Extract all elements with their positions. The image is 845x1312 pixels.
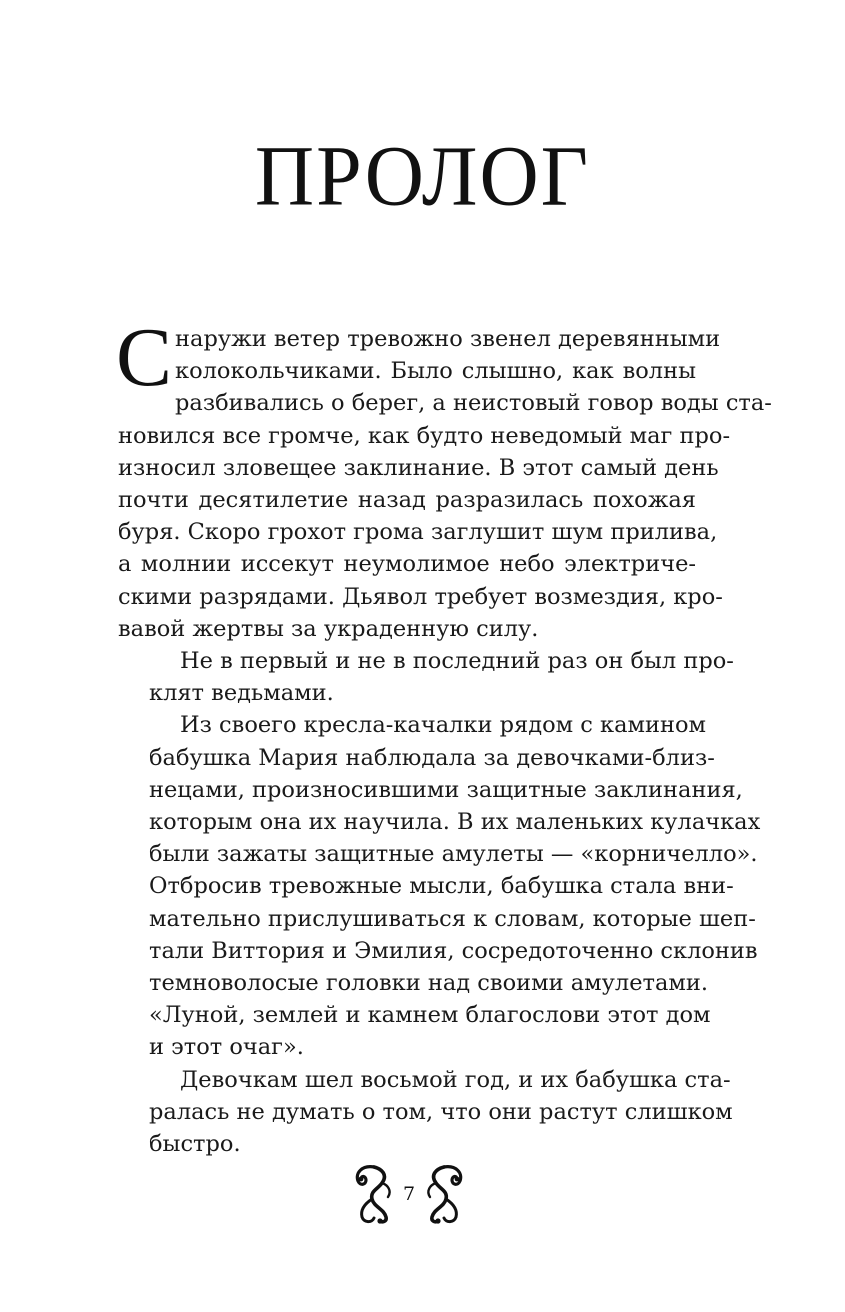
text-line: буря. Скоро грохот грома заглушит шум прилива, xyxy=(118,519,718,546)
text-line: почти десятилетие назад разразилась похожая xyxy=(118,487,696,514)
body-text xyxy=(116,311,772,1160)
text-line: наружи ветер тревожно звенел деревянными xyxy=(175,326,721,352)
page-number: 7 xyxy=(402,1183,416,1205)
text-line: клят ведьмами. xyxy=(149,680,334,707)
text-line: скими разрядами. Дьявол требует возмездия, кро- xyxy=(118,583,723,610)
text-line: а молнии иссекут неумолимое небо электриче- xyxy=(118,551,696,578)
text-line: Из своего кресла-качалки рядом с камином xyxy=(180,712,707,739)
text-line: «Луной, землей и камнем благослови этот дом xyxy=(149,1002,711,1029)
right-scroll-ornament-icon xyxy=(420,1163,466,1225)
text-line: Отбросив тревожные мысли, бабушка стала вни- xyxy=(149,873,734,900)
text-line: темноволосые головки над своими амулетами. xyxy=(149,970,709,997)
paragraph-3 xyxy=(118,709,761,1063)
text-line: которым она их научила. В их маленьких кулачках xyxy=(149,809,761,836)
text-line: бабушка Мария наблюдала за девочками-близ- xyxy=(149,744,715,771)
drop-cap-letter: С xyxy=(116,311,173,404)
page-footer xyxy=(0,1163,845,1233)
text-line: колокольчиками. Было слышно, как волны xyxy=(175,358,696,385)
text-line: новился все громче, как будто неведомый маг про- xyxy=(118,422,731,449)
text-line: износил зловещее заклинание. В этот самый день xyxy=(118,454,719,481)
text-line: быстро. xyxy=(149,1131,241,1158)
text-line: разбивались о берег, а неистовый говор воды ста- xyxy=(175,390,772,417)
text-line: и этот очаг». xyxy=(149,1034,304,1061)
paragraph-2 xyxy=(118,645,734,709)
text-line: тали Виттория и Эмилия, сосредоточенно склонив xyxy=(149,937,758,964)
chapter-title: ПРОЛОГ xyxy=(254,127,591,224)
paragraph-1 xyxy=(116,311,772,645)
text-line: Девочкам шел восьмой год, и их бабушка ста- xyxy=(180,1066,731,1093)
text-line: Не в первый и не в последний раз он был про- xyxy=(180,648,734,675)
text-line: были зажаты защитные амулеты — «корничелло». xyxy=(149,841,758,868)
text-line: нецами, произносившими защитные заклинания, xyxy=(149,776,743,803)
left-scroll-ornament-icon xyxy=(352,1163,398,1225)
text-line: ралась не думать о том, что они растут слишком xyxy=(149,1098,733,1125)
text-line: вавой жертвы за украденную силу. xyxy=(118,615,539,642)
text-line: мательно прислушиваться к словам, которые шеп- xyxy=(149,905,756,932)
paragraph-4 xyxy=(118,1064,733,1161)
